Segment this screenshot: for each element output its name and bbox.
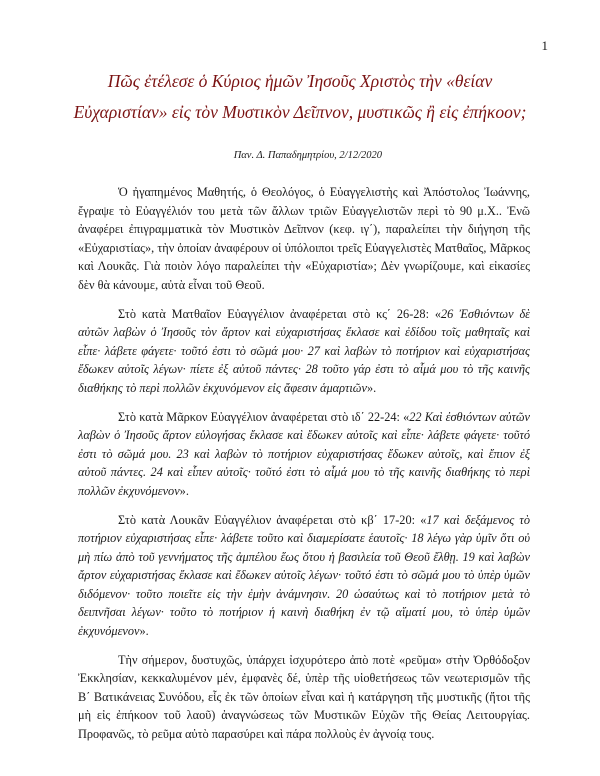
matthew-outro: ». <box>366 380 377 395</box>
paragraph-intro: Ὁ ἠγαπημένος Μαθητής, ὁ Θεολόγος, ὁ Εὐαγγελιστὴς καὶ Ἀπόστολος Ἰωάννης, ἔγραψε τὸ Εὐαγγέλιόν του μετὰ τῶν ἄλλων τριῶν Εὐαγγελιστῶν περὶ τὸ 90 μ.Χ.. Ἐνῶ ἀναφέρει ἐπιγραμματικὰ τὸν Μυστικὸν Δεῖπνον (κεφ. ιγ΄), παραλείπει τὴν διήγηση τῆς «Εὐχαριστίας», τὴν ὁποίαν ἀναφέρουν οἱ ὑπόλοιποι τρεῖς Εὐαγγελιστὲς Ματθαῖος, Μᾶρκος καὶ Λουκᾶς. Γιὰ ποιὸν λόγο παραλείπει τὴν «Εὐχαριστία»; Δὲν γνωρίζουμε, καὶ εἰκασίες δὲν θὰ κάνουμε, αὐτὰ εἶναι τοῦ Θεοῦ. <box>78 185 530 292</box>
author-date-byline: Παν. Δ. Παπαδημητρίου, 2/12/2020 <box>233 150 382 161</box>
paragraph-luke <box>78 511 530 641</box>
paragraph-matthew <box>78 305 530 398</box>
matthew-intro: Στὸ κατὰ Ματθαῖον Εὐαγγέλιον ἀναφέρεται στὸ κς΄ 26-28: « <box>118 306 442 321</box>
luke-quote: 17 καὶ δεξάμενος τὸ ποτήριον εὐχαριστήσας εἶπε· λάβετε τοῦτο καὶ διαμερίσατε ἑαυτοῖς· 18 λέγω γὰρ ὑμῖν ὅτι οὐ μὴ πίω ἀπὸ τοῦ γεννήματος τῆς ἀμπέλου ἕως ὅτου ἡ βασιλεία τοῦ Θεοῦ ἔλθῃ. 19 καὶ λαβὼν ἄρτον εὐχαριστήσας ἔκλασε καὶ ἔδωκεν αὐτοῖς λέγων· τοῦτό ἐστι τὸ σῶμά μου τὸ ὑπὲρ ὑμῶν διδόμενον· τοῦτο ποιεῖτε εἰς τὴν ἐμὴν ἀνάμνησιν. 20 ὡσαύτως καὶ τὸ ποτήριον μετὰ τὸ δειπνῆσαι λέγων· τοῦτο τὸ ποτήριον ἡ καινὴ διαθήκη ἐν τῷ αἵματί μου, τὸ ὑπὲρ ὑμῶν ἐκχυνόμενον <box>78 512 530 639</box>
paragraph-mark <box>78 408 530 501</box>
matthew-quote: 26 Ἐσθιόντων δὲ αὐτῶν λαβὼν ὁ Ἰησοῦς τὸν ἄρτον καὶ εὐχαριστήσας ἔκλασε καὶ ἐδίδου τοῖς μαθηταῖς καὶ εἶπε· λάβετε φάγετε· τοῦτό ἐστι τὸ σῶμά μου· 27 καὶ λαβὼν τὸ ποτήριον καὶ εὐχαριστήσας ἔδωκεν αὐτοῖς λέγων· πίετε ἐξ αὐτοῦ πάντες· 28 τοῦτο γάρ ἐστι τὸ αἷμά μου τὸ τῆς καινῆς διαθήκης τὸ περὶ πολλῶν ἐκχυνόμενον εἰς ἄφεσιν ἁμαρτιῶν <box>78 306 531 395</box>
title-line-2: Εὐχαριστίαν» εἰς τὸν Μυστικὸν Δεῖπνον, μυστικῶς ἢ εἰς ἐπήκοον; <box>73 102 527 122</box>
mark-intro: Στὸ κατὰ Μᾶρκον Εὐαγγέλιον ἀναφέρεται στὸ ιδ΄ 22-24: « <box>118 409 410 424</box>
paragraph-conclusion: Τὴν σήμερον, δυστυχῶς, ὑπάρχει ἰσχυρότερο ἀπὸ ποτὲ «ρεῦμα» στὴν Ὀρθόδοξον Ἐκκλησίαν, κεκκαλυμένον μέν, ἐμφανὲς δέ, ὑπὲρ τῆς υἱοθετήσεως τῶν νεωτερισμῶν τῆς Β΄ Βατικάνειας Συνόδου, εἷς ἐκ τῶν ὁποίων εἶναι καὶ ἡ κατάργηση τῆς μυστικῆς (ἤτοι τῆς μὴ εἰς ἐπήκοον τοῦ λαοῦ) ἀναγνώσεως τῶν Μυστικῶν Εὐχῶν τῆς Θείας Λειτουργίας. Προφανῶς, τὸ ρεῦμα αὐτὸ παρασύρει καὶ πάρα πολλοὺς ἐν ἀγνοίᾳ τους. <box>78 652 530 742</box>
document-title <box>40 66 560 128</box>
title-line-1: Πῶς ἐτέλεσε ὁ Κύριος ἡμῶν Ἰησοῦς Χριστὸς τὴν «θείαν <box>107 71 493 91</box>
mark-quote: 22 Καὶ ἐσθιόντων αὐτῶν λαβὼν ὁ Ἰησοῦς ἄρτον εὐλογήσας ἔκλασε καὶ ἔδωκεν αὐτοῖς καὶ εἶπε· λάβετε φάγετε· τοῦτό ἐστι τὸ σῶμά μου. 23 καὶ λαβὼν τὸ ποτήριον εὐχαριστήσας ἔδωκεν αὐτοῖς, καὶ ἔπιον ἐξ αὐτοῦ πάντες. 24 καὶ εἶπεν αὐτοῖς· τοῦτό ἐστι τὸ αἷμά μου τὸ τῆς καινῆς διαθήκης τὸ περὶ πολλῶν ἐκχυνόμενον <box>78 409 530 498</box>
page-number: 1 <box>541 38 548 53</box>
luke-outro: ». <box>139 624 149 639</box>
luke-intro: Στὸ κατὰ Λουκᾶν Εὐαγγέλιον ἀναφέρεται στὸ κβ΄ 17-20: « <box>118 512 427 527</box>
mark-outro: ». <box>179 483 189 498</box>
document-body <box>78 183 530 754</box>
